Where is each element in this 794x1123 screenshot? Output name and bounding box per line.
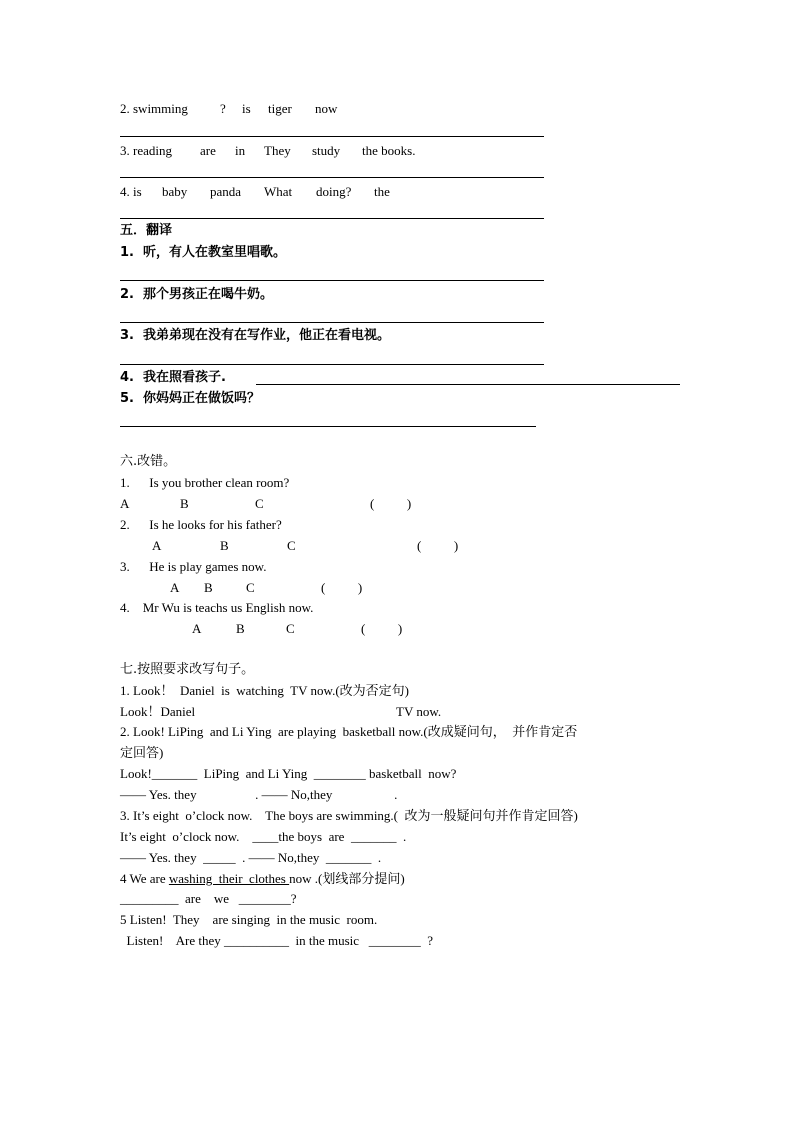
rewrite-line-13: Listen! Are they __________ in the music ________ ? [120,933,434,948]
q2-word-5: now [315,101,338,116]
answer-line [120,218,544,219]
section-5-title: 五．翻译 [120,223,173,238]
error-item-3-letter-c: C [246,580,255,595]
answer-line [120,136,544,137]
translation-item-3: 3. 我弟弟现在没有在写作业，他正在看电视。 [120,328,391,343]
rewrite-line-1: 1. Look！ Daniel is watching TV now.(改为否定句) [120,683,409,698]
rewrite-line-10 [120,872,405,885]
answer-line [120,426,536,427]
answer-line [120,280,544,281]
q4-word-2: baby [162,184,188,199]
rewrite-line-9: —— Yes. they _____ . —— No,they _______ . [120,850,382,865]
q3-word-4: They [264,143,291,158]
q2-word-1: 2. swimming [120,101,188,116]
rewrite-line-6: —— Yes. they . —— No,they . [120,787,398,802]
rewrite-line-11: _________ are we ________? [120,891,297,906]
translation-item-1: 1. 听，有人在教室里唱歌。 [120,245,287,260]
section-6-title: 六.改错。 [120,454,177,469]
rewrite-line-4: 定回答) [120,745,164,760]
rewrite-line-8: It’s eight o’clock now. ____the boys are _______ . [120,829,407,844]
error-item-2: 2. Is he looks for his father? [120,517,282,532]
error-item-1-letter-b: B [180,496,189,511]
error-item-4-letter-b: B [236,621,245,636]
q4-word-6: the [374,184,390,199]
error-item-2-answer: ( ) [417,538,459,553]
q2-word-2: ? [220,101,226,116]
translation-item-5: 5. 你妈妈正在做饭吗？ [120,391,261,406]
rewrite-line-10-start: 4 We are [120,871,169,886]
error-item-2-letter-b: B [220,538,229,553]
error-item-1-answer: ( ) [370,496,412,511]
translation-item-4: 4. 我在照看孩子. [120,370,226,385]
error-item-1: 1. Is you brother clean room? [120,475,290,490]
rewrite-line-10-end: now .(划线部分提问) [289,871,405,886]
q3-word-6: the books. [362,143,416,158]
translation-item-2: 2. 那个男孩正在喝牛奶。 [120,287,274,302]
q4-word-5: doing? [316,184,352,199]
q3-word-5: study [312,143,341,158]
rewrite-line-2b: TV now. [396,704,442,719]
q2-word-3: is [242,101,251,116]
error-item-2-letter-c: C [287,538,296,553]
answer-line [256,384,680,385]
error-item-3-letter-a: A [170,580,180,595]
rewrite-line-3: 2. Look! LiPing and Li Ying are playing basketball now.(改成疑问句， 并作肯定否 [120,724,578,739]
section-7-title: 七.按照要求改写句子。 [120,662,255,677]
answer-line [120,322,544,323]
error-item-3: 3. He is play games now. [120,559,267,574]
error-item-1-letter-c: C [255,496,264,511]
q4-word-4: What [264,184,293,199]
q2-word-4: tiger [268,101,292,116]
error-item-2-letter-a: A [152,538,162,553]
q4-word-1: 4. is [120,184,142,199]
q3-word-3: in [235,143,246,158]
error-item-4: 4. Mr Wu is teachs us English now. [120,600,314,615]
error-item-4-answer: ( ) [361,621,403,636]
q3-word-2: are [200,143,216,158]
rewrite-line-5: Look!_______ LiPing and Li Ying ________ basketball now? [120,766,457,781]
answer-line [120,364,544,365]
q4-word-3: panda [210,184,242,199]
error-item-4-letter-c: C [286,621,295,636]
rewrite-line-12: 5 Listen! They are singing in the music room. [120,912,378,927]
rewrite-line-2a: Look！Daniel [120,704,196,719]
error-item-1-letter-a: A [120,496,130,511]
underlined-phrase: washing their clothes [168,871,290,886]
answer-line [120,177,544,178]
error-item-4-letter-a: A [192,621,202,636]
rewrite-line-7: 3. It’s eight o’clock now. The boys are swimming.( 改为一般疑问句并作肯定回答) [120,808,578,823]
q3-word-1: 3. reading [120,143,172,158]
error-item-3-letter-b: B [204,580,213,595]
error-item-3-answer: ( ) [321,580,363,595]
